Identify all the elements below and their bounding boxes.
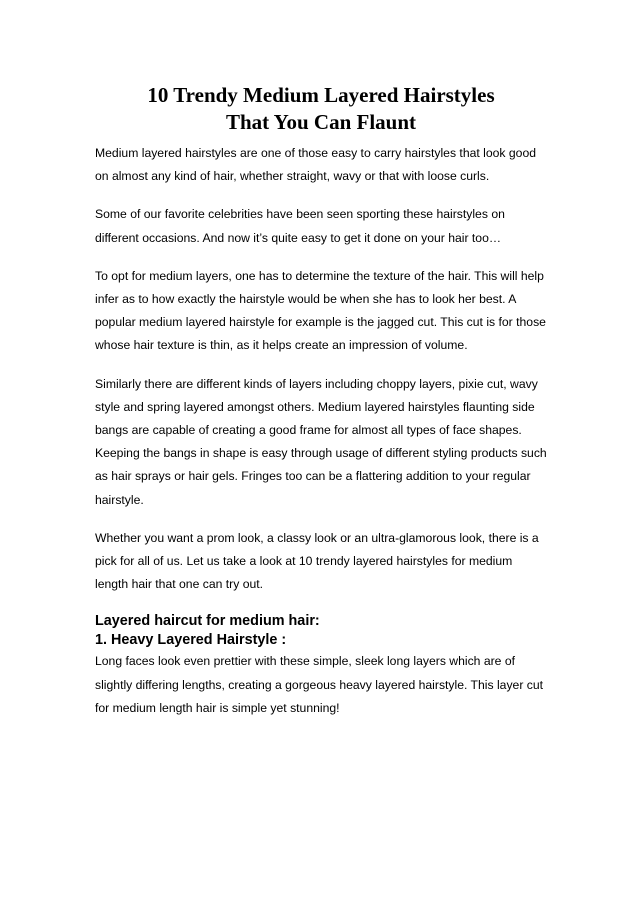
subsection-heading: 1. Heavy Layered Hairstyle :	[95, 631, 287, 648]
paragraph-layer-kinds: Similarly there are different kinds of layers including choppy layers, pixie cut, wavy style and spring layered amongst others. Medium layered hairstyles flaunting side bangs are capable of creating a good frame for almost all types of face shapes. Keeping the bangs in shape is easy through usage of different styling products such as hair sprays or hair gels. Fringes too can be a flattering addition to your regular hairstyle.	[95, 376, 547, 507]
paragraph-looks: Whether you want a prom look, a classy look or an ultra-glamorous look, there is a pick for all of us. Let us take a look at 10 trendy layered hairstyles for medium length hair that one can try out.	[95, 530, 539, 592]
paragraph-heavy-layered: Long faces look even prettier with these simple, sleek long layers which are of slightly differing lengths, creating a gorgeous heavy layered hairstyle. This layer cut for medium length hair is simple yet stunning!	[95, 654, 544, 715]
section-heading: Layered haircut for medium hair:	[95, 613, 320, 630]
paragraph-intro: Medium layered hairstyles are one of those easy to carry hairstyles that look good on almost any kind of hair, whether straight, wavy or that with loose curls.	[95, 146, 537, 184]
document-content	[95, 82, 547, 735]
title-line-2: That You Can Flaunt	[225, 110, 417, 134]
document-title	[95, 82, 547, 136]
paragraph-celebrities: Some of our favorite celebrities have been seen sporting these hairstyles on different occasions. And now it’s quite easy to get it done on your hair too…	[95, 207, 505, 245]
paragraph-texture: To opt for medium layers, one has to determine the texture of the hair. This will help infer as to how exactly the hairstyle would be when she has to look her best. A popular medium layered hairstyle for example is the jagged cut. This cut is for those whose hair texture is thin, as it helps create an impression of volume.	[95, 268, 546, 353]
title-line-1: 10 Trendy Medium Layered Hairstyles	[147, 83, 495, 107]
